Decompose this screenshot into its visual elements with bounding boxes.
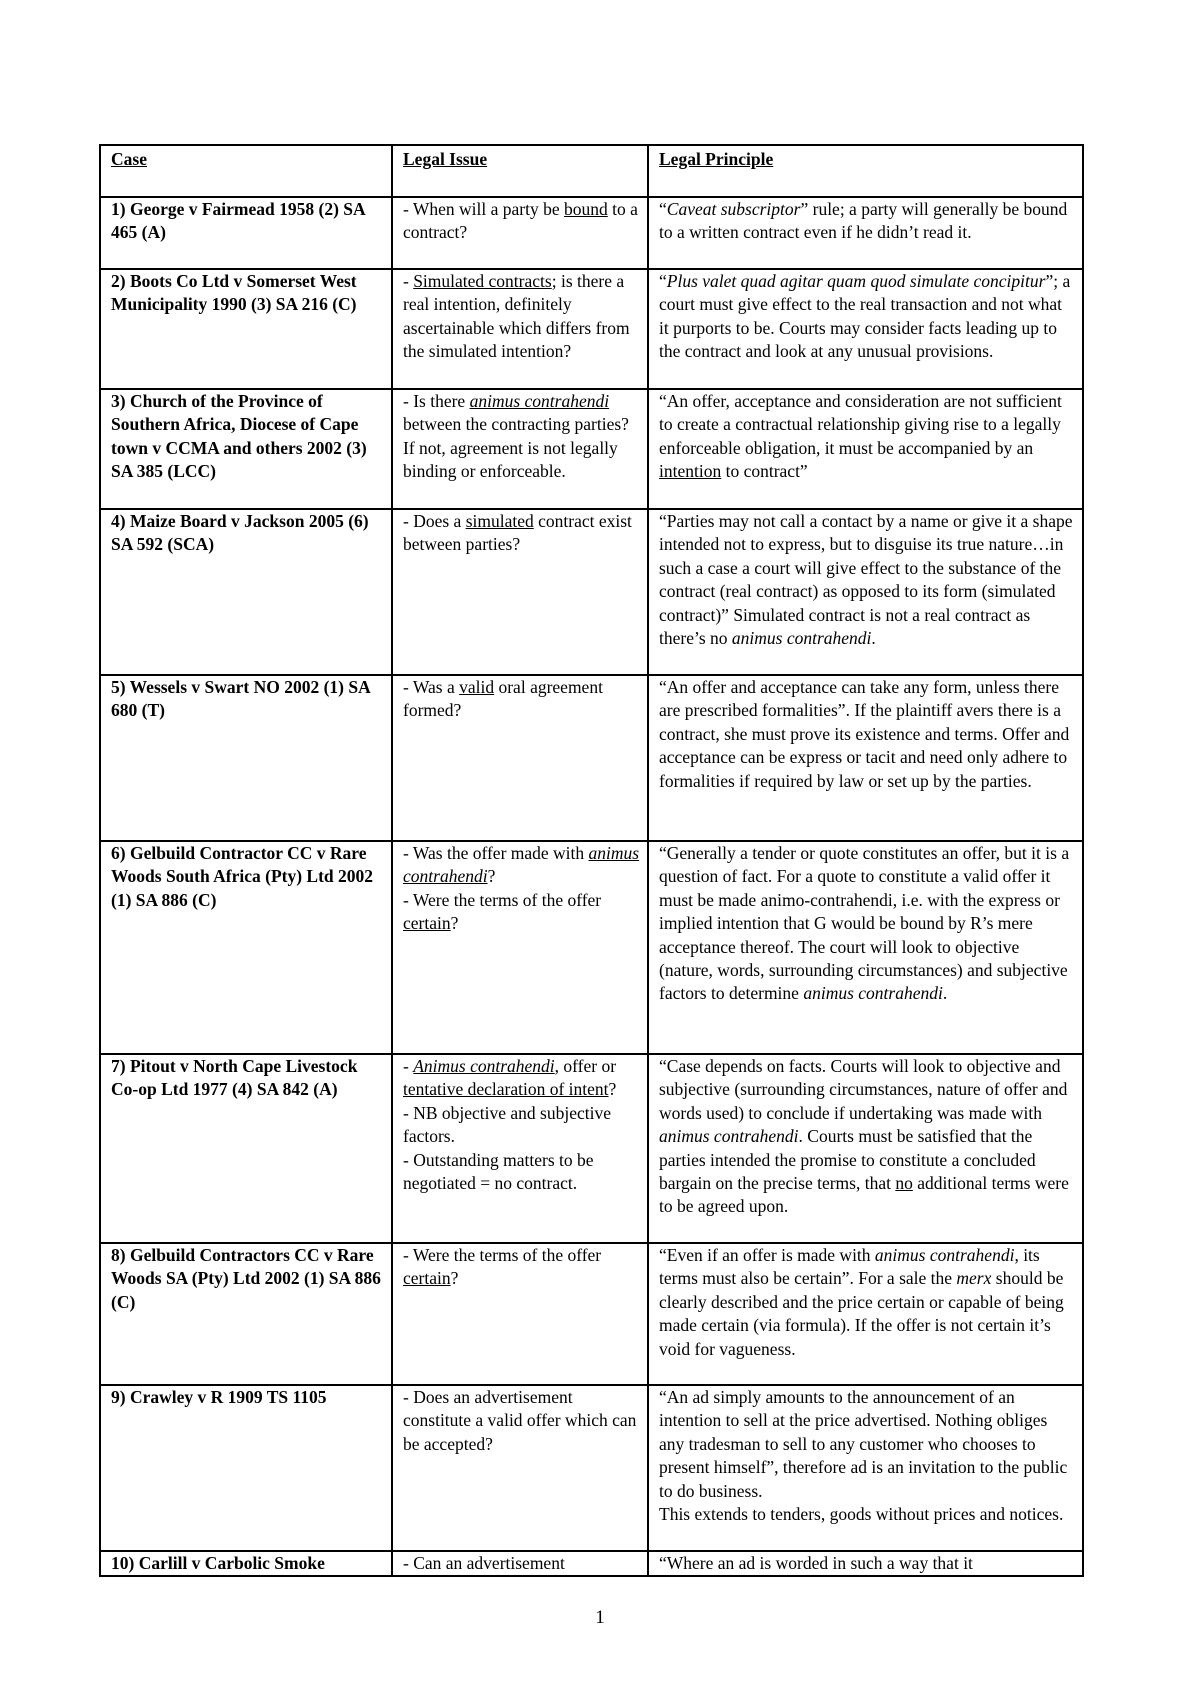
legal-principle	[648, 1385, 1083, 1551]
table-row	[100, 269, 1083, 389]
legal-principle	[648, 389, 1083, 509]
legal-issue	[392, 197, 648, 269]
table-row	[100, 1385, 1083, 1551]
text-run: animus contrahendi	[874, 1245, 1015, 1265]
text-run: .	[871, 628, 876, 649]
legal-principle	[648, 509, 1083, 675]
case-name: 10) Carlill v Carbolic Smoke	[100, 1551, 392, 1576]
text-run: “Where an ad is worded in such a way that it	[659, 1553, 973, 1573]
text-run: ?	[487, 866, 496, 887]
text-run: “Case depends on facts. Courts will look to objective and subjective (surrounding circumstances, nature of offer and words used) to conclude if undertaking was made with	[659, 1056, 1068, 1123]
table-row	[100, 197, 1083, 269]
text-run: ?	[450, 1268, 459, 1289]
text-run: to a contract?	[403, 199, 638, 243]
text-run: certain	[403, 1268, 451, 1289]
text-run: “An offer, acceptance and consideration are not sufficient to create a contractual relationship giving rise to a legally enforceable obligation, it must be accompanied by an	[659, 391, 1062, 458]
text-run: “	[659, 199, 667, 219]
text-run: - Is there	[403, 391, 470, 411]
text-run: Plus valet quad agitar quam quod simulate concipitur	[666, 271, 1046, 291]
text-run: Animus contrahendi	[413, 1056, 555, 1076]
text-run: ?	[608, 1079, 617, 1100]
text-run: between the contracting parties? If not, agreement is not legally binding or enforceable.	[403, 414, 629, 482]
text-run: additional terms were to be agreed upon.	[659, 1173, 1069, 1217]
text-run: -	[403, 1056, 414, 1076]
legal-principle	[648, 675, 1083, 841]
text-run: - Was a	[403, 677, 460, 697]
table-row	[100, 1551, 1083, 1576]
legal-issue	[392, 841, 648, 1054]
text-run: intention	[659, 461, 722, 482]
case-name: 2) Boots Co Ltd v Somerset West Municipality 1990 (3) SA 216 (C)	[100, 269, 392, 389]
legal-principle	[648, 1243, 1083, 1385]
text-run: - Can an advertisement	[403, 1553, 565, 1573]
table-header-row	[100, 145, 1083, 197]
text-run: tentative declaration of intent	[403, 1079, 609, 1100]
case-name: 9) Crawley v R 1909 TS 1105	[100, 1385, 392, 1551]
text-run: “Even if an offer is made with	[659, 1245, 875, 1265]
text-run: valid	[459, 677, 495, 697]
legal-issue	[392, 1243, 648, 1385]
text-run: , offer or	[554, 1056, 617, 1076]
text-run: animus contrahendi	[803, 983, 943, 1004]
text-run: - Does an advertisement constitute a valid offer which can be accepted?	[403, 1387, 637, 1454]
case-name: 3) Church of the Province of Southern Africa, Diocese of Cape town v CCMA and others 2002 (3) SA 385 (LCC)	[100, 389, 392, 509]
legal-principle	[648, 197, 1083, 269]
legal-issue	[392, 1054, 648, 1243]
text-run: simulated	[465, 511, 534, 531]
text-run: - Does a	[403, 511, 466, 531]
table-row	[100, 675, 1083, 841]
text-run: oral agreement formed?	[403, 677, 603, 721]
legal-principle	[648, 1551, 1083, 1576]
header-legal-principle: Legal Principle	[648, 145, 1083, 197]
text-run: merx	[956, 1268, 992, 1289]
legal-principle	[648, 841, 1083, 1054]
text-run: Simulated contracts	[413, 271, 552, 291]
table-row	[100, 841, 1083, 1054]
text-run: “An offer and acceptance can take any form, unless there are prescribed formalities”. If the plaintiff avers there is a contract, she must prove its existence and terms. Offer and acceptance can be express or tacit and need only adhere to formalities if required by law or set up by the parties.	[659, 677, 1070, 791]
page-number: 1	[595, 1607, 605, 1628]
table-row	[100, 1243, 1083, 1385]
text-run: - Were the terms of the offer	[403, 1245, 602, 1265]
text-run: ”; a court must give effect to the real transaction and not what it purports to be. Courts may consider facts leading up to the contract and look at any unusual provisions.	[659, 271, 1071, 362]
case-name: 5) Wessels v Swart NO 2002 (1) SA 680 (T)	[100, 675, 392, 841]
case-name: 6) Gelbuild Contractor CC v Rare Woods South Africa (Pty) Ltd 2002 (1) SA 886 (C)	[100, 841, 392, 1054]
text-run: .	[942, 983, 948, 1004]
text-run: - Was the offer made with	[403, 843, 589, 863]
text-run: - Were the terms of the offer	[403, 889, 602, 910]
legal-principle	[648, 269, 1083, 389]
text-run: “Parties may not call a contact by a name or give it a shape intended not to express, but to disguise its true nature…in such a case a court will give effect to the substance of the contract (real contract) as opposed to its form (simulated contract)” Simulated contract is not a real contract as there’s no	[659, 511, 1073, 649]
text-run: animus contrahendi	[403, 843, 640, 887]
case-name: 7) Pitout v North Cape Livestock Co-op Ltd 1977 (4) SA 842 (A)	[100, 1054, 392, 1243]
legal-issue	[392, 1385, 648, 1551]
text-run: animus contrahendi	[469, 391, 610, 411]
text-run: animus contrahendi	[659, 1126, 799, 1147]
table-row	[100, 389, 1083, 509]
legal-issue	[392, 1551, 648, 1576]
case-name: 1) George v Fairmead 1958 (2) SA 465 (A)	[100, 197, 392, 269]
text-run: animus contrahendi	[731, 628, 872, 649]
case-table	[99, 144, 1084, 1577]
text-run: bound	[564, 199, 608, 219]
legal-principle	[648, 1054, 1083, 1243]
text-run: certain	[403, 913, 451, 934]
legal-issue	[392, 675, 648, 841]
text-run: contract exist between parties?	[403, 511, 632, 555]
case-name: 4) Maize Board v Jackson 2005 (6) SA 592 (SCA)	[100, 509, 392, 675]
text-run: “An ad simply amounts to the announcement of an intention to sell at the price advertised. Nothing obliges any tradesman to sell to any customer who chooses to present himself”, therefore ad is an invitation to the public to do business.	[659, 1387, 1068, 1501]
text-run: This extends to tenders, goods without prices and notices.	[659, 1504, 1064, 1525]
header-legal-issue: Legal Issue	[392, 145, 648, 197]
text-run: . Courts must be satisfied that the parties intended the promise to constitute a concluded bargain on the precise terms, that	[659, 1126, 1036, 1194]
text-run: Caveat subscriptor	[666, 199, 801, 219]
table-row	[100, 1054, 1083, 1243]
table-row	[100, 509, 1083, 675]
text-run: ” rule; a party will generally be bound to a written contract even if he didn’t read it.	[659, 199, 1068, 243]
header-case: Case	[100, 145, 392, 197]
text-run: -	[403, 271, 414, 291]
case-name: 8) Gelbuild Contractors CC v Rare Woods SA (Pty) Ltd 2002 (1) SA 886 (C)	[100, 1243, 392, 1385]
text-run: to contract”	[721, 461, 808, 482]
legal-issue	[392, 509, 648, 675]
text-run: should be clearly described and the price certain or capable of being made certain (via formula). If the offer is not certain it’s void for vagueness.	[659, 1268, 1064, 1359]
text-run: - Outstanding matters to be negotiated = no contract.	[403, 1149, 594, 1194]
text-run: ; is there a real intention, definitely ascertainable which differs from the simulated intention?	[403, 271, 630, 362]
text-run: - NB objective and subjective factors.	[403, 1102, 611, 1147]
text-run: “Generally a tender or quote constitutes an offer, but it is a question of fact. For a quote to constitute a valid offer it must be made animo-contrahendi, i.e. with the express or implied intention that G would be bound by R’s mere acceptance thereof. The court will look to objective (nature, words, surrounding circumstances) and subjective factors to determine	[659, 843, 1070, 1004]
text-run: “	[659, 271, 667, 291]
text-run: ?	[450, 913, 459, 934]
legal-issue	[392, 389, 648, 509]
text-run: no	[895, 1173, 913, 1194]
text-run: , its terms must also be certain”. For a sale the	[659, 1245, 1040, 1289]
text-run: - When will a party be	[403, 199, 565, 219]
legal-issue	[392, 269, 648, 389]
